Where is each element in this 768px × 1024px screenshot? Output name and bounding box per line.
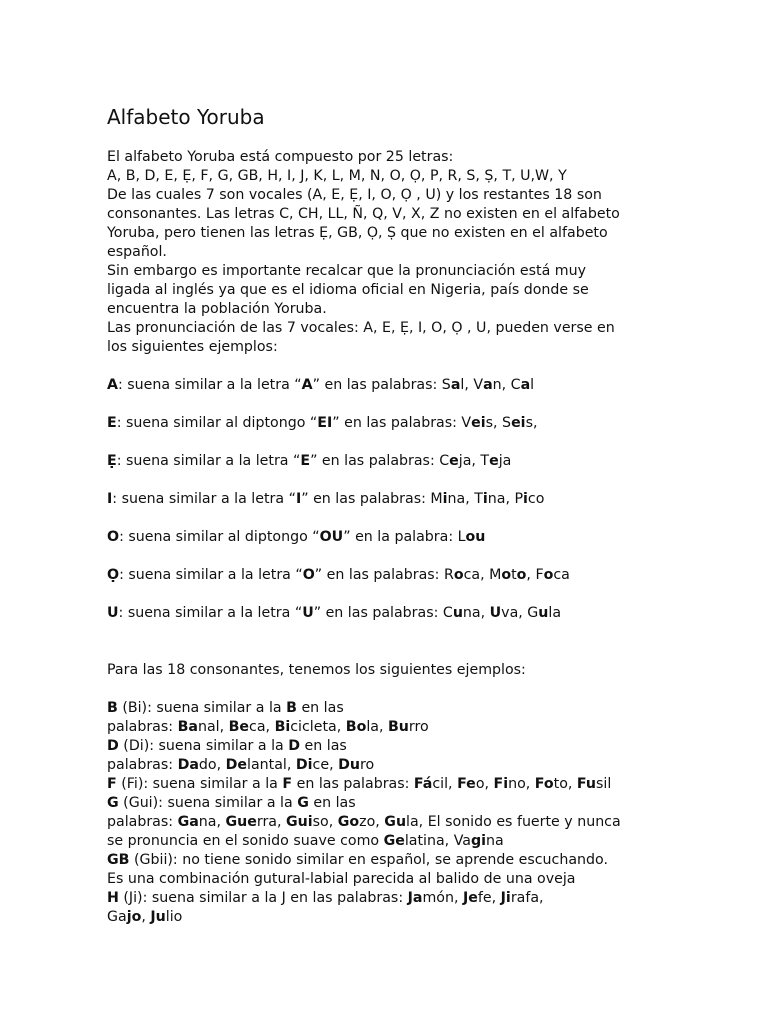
- text-segment: en las: [300, 738, 347, 754]
- bold-text: Ga: [177, 814, 199, 830]
- bold-text: U: [107, 605, 119, 621]
- bold-text: H: [107, 890, 119, 906]
- bold-text: Fá: [413, 776, 433, 792]
- text-segment: o,: [475, 776, 494, 792]
- text-segment: (Di): suena similar a la: [118, 738, 289, 754]
- bold-text: o: [501, 567, 512, 583]
- bold-text: EI: [317, 415, 333, 431]
- page-title: Alfabeto Yoruba: [107, 105, 265, 129]
- text-segment: ” en las palabras: V: [332, 415, 472, 431]
- text-segment: so,: [312, 814, 338, 830]
- bold-text: i: [482, 491, 488, 507]
- text-segment: do,: [198, 757, 226, 773]
- text-segment: (Gui): suena similar a la: [118, 795, 298, 811]
- bold-text: E: [300, 453, 311, 469]
- bold-text: A: [107, 377, 118, 393]
- text-segment: va, G: [501, 605, 539, 621]
- consonant-example-line: [107, 756, 747, 775]
- bold-text: Be: [228, 719, 250, 735]
- bold-text: Fi: [493, 776, 509, 792]
- text-segment: t: [511, 567, 517, 583]
- bold-text: Gu: [384, 814, 407, 830]
- intro-paragraph: [107, 148, 747, 357]
- text-segment: : suena similar al diptongo “: [116, 415, 318, 431]
- bold-text: o: [453, 567, 464, 583]
- consonant-examples: [107, 699, 747, 927]
- text-segment: lantal,: [247, 757, 296, 773]
- bold-text: a: [520, 377, 531, 393]
- bold-text: De: [225, 757, 248, 773]
- text-segment: : suena similar a la letra “: [119, 567, 303, 583]
- text-segment: na, P: [487, 491, 524, 507]
- bold-text: U: [489, 605, 502, 621]
- text-segment: : suena similar a la letra “: [117, 377, 302, 393]
- bold-text: Bu: [387, 719, 409, 735]
- bold-text: Gue: [225, 814, 257, 830]
- text-segment: cicleta,: [290, 719, 346, 735]
- bold-text: G: [107, 795, 119, 811]
- intro-line: encuentra la población Yoruba.: [107, 301, 327, 317]
- document-page: [107, 104, 747, 927]
- text-segment: en las palabras:: [292, 776, 414, 792]
- text-segment: palabras:: [107, 757, 178, 773]
- text-segment: ja: [498, 453, 512, 469]
- consonant-example-line: [107, 699, 747, 718]
- bold-text: u: [538, 605, 549, 621]
- text-segment: na,: [198, 814, 226, 830]
- text-segment: la: [548, 605, 562, 621]
- consonant-example-line: [107, 775, 747, 794]
- bold-text: Ja: [407, 890, 423, 906]
- text-segment: : suena similar a la letra “: [118, 605, 303, 621]
- intro-line: los siguientes ejemplos:: [107, 339, 278, 355]
- text-segment: na: [486, 833, 504, 849]
- text-segment: rra,: [256, 814, 287, 830]
- text-segment: latina, Va: [404, 833, 472, 849]
- consonant-example-line: [107, 889, 747, 908]
- text-segment: : suena similar al diptongo “: [119, 529, 320, 545]
- vowel-example: [107, 604, 747, 623]
- consonant-example-line: [107, 737, 747, 756]
- bold-text: i: [523, 491, 528, 507]
- bold-text: e: [449, 453, 459, 469]
- text-segment: rafa,: [510, 890, 544, 906]
- intro-line: Sin embargo es importante recalcar que la pronunciación está muy: [107, 263, 586, 279]
- text-segment: la, El sonido es fuerte y nunca: [406, 814, 621, 830]
- bold-text: U: [302, 605, 314, 621]
- text-segment: ” en la palabra: L: [343, 529, 466, 545]
- bold-text: e: [489, 453, 499, 469]
- bold-text: Du: [338, 757, 360, 773]
- bold-text: jo: [126, 909, 142, 925]
- bold-text: F: [107, 776, 117, 792]
- vowel-example: [107, 566, 747, 585]
- bold-text: Bo: [345, 719, 367, 735]
- intro-line: A, B, D, E, Ẹ, F, G, GB, H, I, J, K, L, M, N, O, Ọ, P, R, S, Ṣ, T, U,W, Y: [107, 168, 567, 184]
- bold-text: Fu: [576, 776, 597, 792]
- text-segment: món,: [422, 890, 463, 906]
- text-segment: s, S: [485, 415, 512, 431]
- intro-line: ligada al inglés ya que es el idioma oficial en Nigeria, país donde se: [107, 282, 589, 298]
- vowel-example: [107, 414, 747, 433]
- bold-text: Da: [177, 757, 199, 773]
- bold-text: ei: [511, 415, 526, 431]
- bold-text: I: [295, 491, 302, 507]
- text-segment: ca,: [249, 719, 275, 735]
- text-segment: ” en las palabras: S: [312, 377, 451, 393]
- bold-text: B: [107, 700, 118, 716]
- bold-text: u: [452, 605, 463, 621]
- vowel-example: [107, 490, 747, 509]
- text-segment: na, T: [447, 491, 483, 507]
- bold-text: Ọ: [107, 567, 120, 583]
- text-segment: co: [527, 491, 545, 507]
- bold-text: A: [301, 377, 313, 393]
- consonant-example-line: [107, 851, 747, 870]
- text-segment: l, V: [460, 377, 484, 393]
- text-segment: ” en las palabras: C: [313, 605, 453, 621]
- bold-text: o: [543, 567, 554, 583]
- text-segment: (Fi): suena similar a la: [116, 776, 283, 792]
- text-segment: (Ji): suena similar a la J en las palabras:: [118, 890, 408, 906]
- consonant-example-line: [107, 832, 747, 851]
- text-segment: en las: [308, 795, 356, 811]
- bold-text: Go: [337, 814, 360, 830]
- vowel-example: [107, 528, 747, 547]
- bold-text: ei: [471, 415, 486, 431]
- bold-text: Fe: [457, 776, 476, 792]
- text-segment: se pronuncia en el sonido suave como: [107, 833, 384, 849]
- text-segment: lio: [165, 909, 183, 925]
- text-segment: zo,: [359, 814, 385, 830]
- text-segment: fe,: [477, 890, 501, 906]
- consonant-example-line: [107, 870, 747, 889]
- bold-text: O: [302, 567, 315, 583]
- bold-text: a: [483, 377, 493, 393]
- text-segment: ” en las palabras: M: [301, 491, 443, 507]
- text-segment: Ga: [107, 909, 127, 925]
- text-segment: ca, M: [463, 567, 502, 583]
- text-segment: ” en las palabras: R: [314, 567, 454, 583]
- text-segment: s,: [525, 415, 538, 431]
- vowel-example: [107, 452, 747, 471]
- text-segment: rro: [408, 719, 429, 735]
- text-segment: no,: [508, 776, 535, 792]
- text-segment: ja, T: [458, 453, 490, 469]
- bold-text: Di: [295, 757, 313, 773]
- bold-text: i: [442, 491, 448, 507]
- bold-text: I: [107, 491, 113, 507]
- bold-text: B: [286, 700, 297, 716]
- intro-line: español.: [107, 244, 167, 260]
- bold-text: F: [282, 776, 293, 792]
- text-segment: palabras:: [107, 719, 178, 735]
- intro-line: Las pronunciación de las 7 vocales: A, E, Ẹ, I, O, Ọ , U, pueden verse en: [107, 320, 615, 336]
- bold-text: GB: [107, 852, 130, 868]
- bold-text: Bi: [274, 719, 291, 735]
- bold-text: Ge: [383, 833, 405, 849]
- bold-text: a: [450, 377, 461, 393]
- intro-line: Yoruba, pero tienen las letras Ẹ, GB, Ọ, Ṣ que no existen en el alfabeto: [107, 225, 608, 241]
- text-segment: na,: [462, 605, 490, 621]
- consonant-example-line: [107, 794, 747, 813]
- text-segment: Es una combinación gutural-labial parecida al balido de una oveja: [107, 871, 576, 887]
- bold-text: Gui: [286, 814, 313, 830]
- intro-line: consonantes. Las letras C, CH, LL, Ñ, Q, V, X, Z no existen en el alfabeto: [107, 206, 620, 222]
- bold-text: OU: [319, 529, 344, 545]
- text-segment: sil: [596, 776, 612, 792]
- text-segment: ro: [360, 757, 375, 773]
- bold-text: Je: [463, 890, 478, 906]
- intro-line: De las cuales 7 son vocales (A, E, Ẹ, I, O, Ọ , U) y los restantes 18 son: [107, 187, 602, 203]
- bold-text: Ji: [500, 890, 511, 906]
- vowel-examples: [107, 376, 747, 623]
- intro-line: El alfabeto Yoruba está compuesto por 25 letras:: [107, 149, 454, 165]
- text-segment: : suena similar a la letra “: [116, 453, 301, 469]
- text-segment: , F: [526, 567, 544, 583]
- bold-text: D: [107, 738, 119, 754]
- bold-text: Ẹ: [107, 453, 117, 469]
- text-segment: ca: [553, 567, 570, 583]
- text-segment: en las: [296, 700, 344, 716]
- text-segment: ce,: [312, 757, 339, 773]
- bold-text: gi: [471, 833, 487, 849]
- text-segment: l: [530, 377, 535, 393]
- bold-text: E: [107, 415, 117, 431]
- text-segment: to,: [553, 776, 577, 792]
- text-segment: ” en las palabras: C: [310, 453, 450, 469]
- bold-text: Ba: [177, 719, 198, 735]
- text-segment: cil,: [432, 776, 458, 792]
- consonants-intro: Para las 18 consonantes, tenemos los siguientes ejemplos:: [107, 662, 526, 678]
- bold-text: ou: [465, 529, 486, 545]
- consonant-example-line: [107, 813, 747, 832]
- text-segment: n, C: [492, 377, 521, 393]
- vowel-example: [107, 376, 747, 395]
- text-segment: (Bi): suena similar a la: [117, 700, 287, 716]
- consonant-example-line: [107, 718, 747, 737]
- text-segment: nal,: [197, 719, 229, 735]
- bold-text: D: [288, 738, 301, 754]
- bold-text: o: [516, 567, 527, 583]
- bold-text: Fo: [534, 776, 554, 792]
- text-segment: la,: [366, 719, 388, 735]
- bold-text: Ju: [150, 909, 166, 925]
- text-segment: ,: [141, 909, 151, 925]
- bold-text: G: [297, 795, 309, 811]
- text-segment: : suena similar a la letra “: [112, 491, 296, 507]
- bold-text: O: [107, 529, 120, 545]
- text-segment: palabras:: [107, 814, 178, 830]
- consonant-example-line: [107, 908, 747, 927]
- text-segment: (Gbii): no tiene sonido similar en español, se aprende escuchando.: [129, 852, 608, 868]
